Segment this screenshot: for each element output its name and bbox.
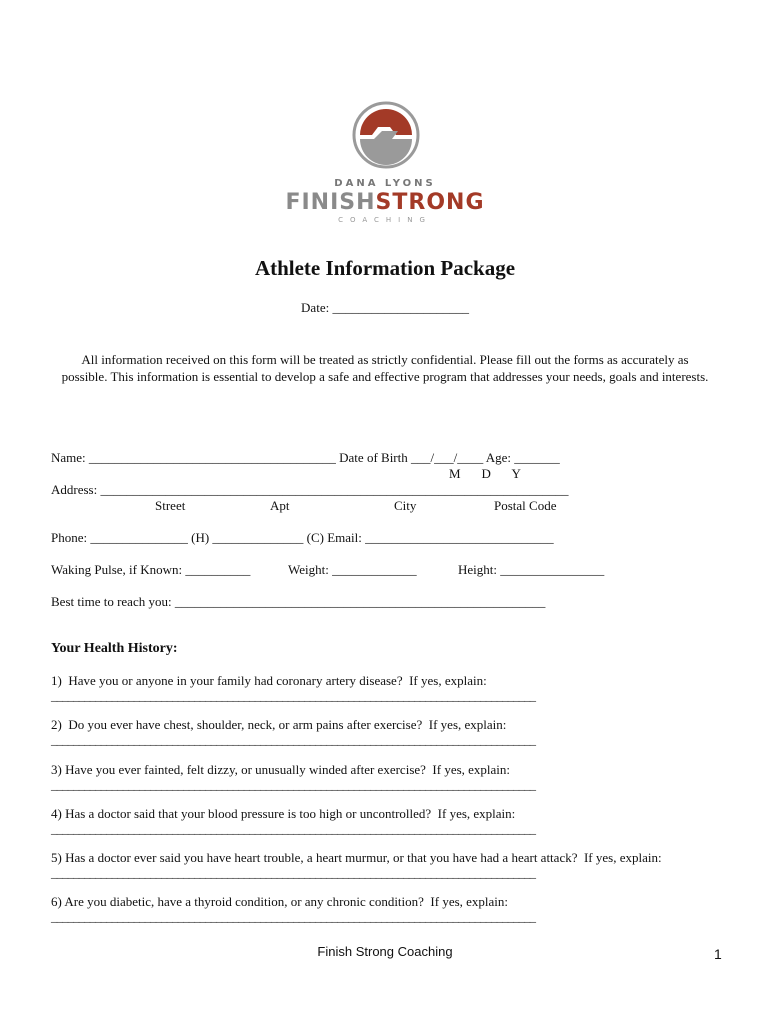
intro-paragraph: All information received on this form will be treated as strictly confidential. Please fill out the forms as accurately as possible. This information is essential to develop a safe and effective program that addresses your needs, goals and interests. bbox=[61, 352, 709, 384]
address-caption-apt: Apt bbox=[270, 498, 290, 513]
health-answer-2[interactable]: ________________________________________________________________________________________ bbox=[51, 732, 535, 747]
health-answer-1[interactable]: ________________________________________________________________________________________ bbox=[51, 688, 535, 703]
health-answer-4[interactable]: ________________________________________________________________________________________ bbox=[51, 821, 535, 836]
health-question-1: 1) Have you or anyone in your family had coronary artery disease? If yes, explain: bbox=[51, 673, 487, 688]
height-field[interactable]: Height: ________________ bbox=[458, 562, 605, 577]
health-answer-5[interactable]: ________________________________________________________________________________________ bbox=[51, 865, 535, 880]
logo-name-top: DANA LYONS bbox=[334, 178, 436, 189]
address-field[interactable]: Address: ________________________________________________________________________ bbox=[51, 482, 569, 497]
phone-email-field[interactable]: Phone: _______________ (H) ______________ (C) Email: _____________________________ bbox=[51, 530, 554, 545]
logo-wordmark bbox=[0, 190, 770, 215]
logo-word-finish: FINISH bbox=[285, 190, 376, 215]
health-question-3: 3) Have you ever fainted, felt dizzy, or unusually winded after exercise? If yes, explain: bbox=[51, 762, 511, 777]
logo-coaching: COACHING bbox=[338, 216, 432, 224]
page-title: Athlete Information Package bbox=[254, 256, 516, 280]
health-answer-3[interactable]: ________________________________________________________________________________________ bbox=[51, 777, 535, 792]
health-question-4: 4) Has a doctor said that your blood pressure is too high or uncontrolled? If yes, explain: bbox=[51, 806, 516, 821]
address-caption-postal: Postal Code bbox=[494, 498, 557, 513]
date-field[interactable]: Date: _____________________ bbox=[301, 300, 469, 315]
logo-word-strong: STRONG bbox=[375, 190, 485, 215]
health-history-heading: Your Health History: bbox=[51, 641, 178, 656]
page-number: 1 bbox=[714, 946, 722, 962]
best-time-field[interactable]: Best time to reach you: _________________________________________________________ bbox=[51, 594, 546, 609]
health-question-2: 2) Do you ever have chest, shoulder, neck, or arm pains after exercise? If yes, explain: bbox=[51, 717, 507, 732]
health-answer-6[interactable]: ________________________________________________________________________________________ bbox=[51, 909, 535, 924]
health-question-6: 6) Are you diabetic, have a thyroid condition, or any chronic condition? If yes, explain: bbox=[51, 894, 509, 909]
waking-pulse-field[interactable]: Waking Pulse, if Known: __________ bbox=[51, 562, 251, 577]
footer-text: Finish Strong Coaching bbox=[317, 944, 453, 959]
dob-caption: M D Y bbox=[449, 466, 521, 481]
weight-field[interactable]: Weight: _____________ bbox=[288, 562, 417, 577]
health-question-5: 5) Has a doctor ever said you have heart trouble, a heart murmur, or that you have had a heart attack? If yes, explain: bbox=[51, 850, 662, 865]
address-caption-street: Street bbox=[155, 498, 186, 513]
address-caption-city: City bbox=[394, 498, 417, 513]
finish-strong-logo-icon bbox=[352, 101, 420, 169]
name-dob-age-field[interactable]: Name: ______________________________________ Date of Birth ___/___/____ Age: _______ bbox=[51, 450, 560, 465]
